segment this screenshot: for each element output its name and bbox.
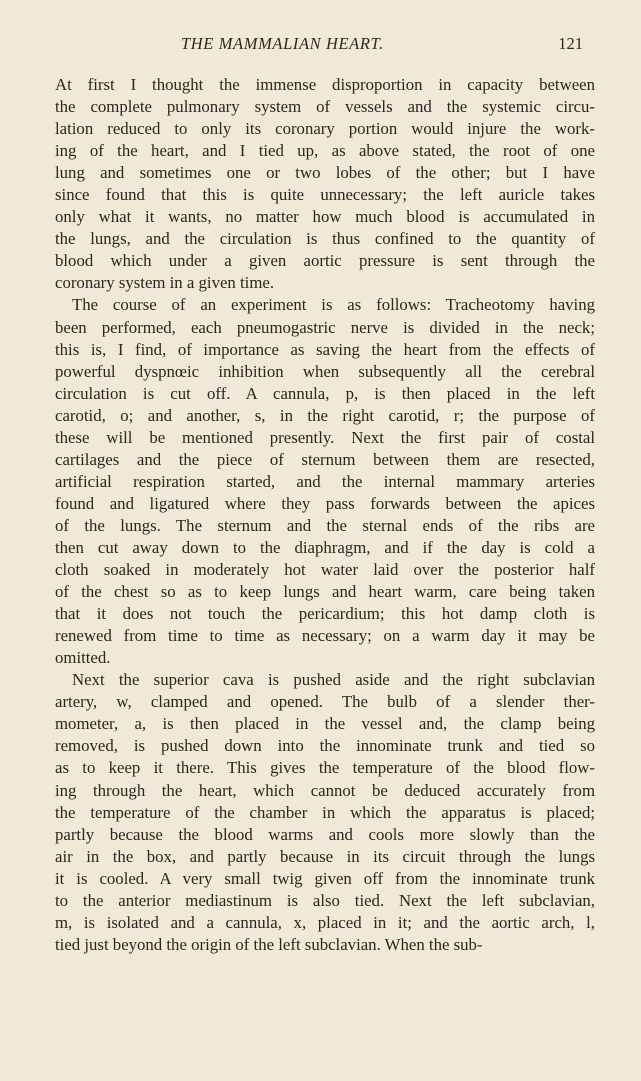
text-line: these will be mentioned presently. Next the first pair of costal [55, 427, 595, 447]
paragraph [55, 669, 595, 956]
text-line: then cut away down to the diaphragm, and if the day is cold a [55, 537, 595, 557]
text-line: the lungs, and the circulation is thus confined to the quantity of [55, 229, 595, 249]
text-line: At first I thought the immense disproportion in capacity between [55, 75, 595, 94]
text-line: as to keep it there. This gives the temperature of the blood flow- [55, 758, 595, 778]
text-line: ing through the heart, which cannot be deduced accurately from [55, 780, 595, 800]
text-line: partly because the blood warms and cools more slowly than the [55, 824, 595, 844]
text-line: carotid, o; and another, s, in the right carotid, r; the purpose of [55, 405, 595, 425]
text-line: cartilages and the piece of sternum between them are resected, [55, 449, 595, 469]
text-line: air in the box, and partly because in its circuit through the lungs [55, 846, 595, 866]
text-line: it is cooled. A very small twig given off from the innominate trunk [55, 868, 595, 888]
page-number: 121 [558, 34, 583, 53]
text-line: ing of the heart, and I tied up, as above stated, the root of one [55, 141, 595, 161]
text-line: coronary system in a given time. [55, 273, 275, 293]
text-line: lung and sometimes one or two lobes of the other; but I have [55, 163, 595, 183]
text-line: powerful dyspnœic inhibition when subsequently all the cerebral [55, 361, 595, 381]
paragraph [55, 74, 595, 294]
text-line: that it does not touch the pericardium; this hot damp cloth is [55, 604, 595, 624]
text-line: lation reduced to only its coronary portion would injure the work- [55, 119, 595, 139]
text-line: cloth soaked in moderately hot water laid over the posterior half [55, 560, 595, 580]
running-title: THE MAMMALIAN HEART. [181, 34, 384, 53]
text-line: the temperature of the chamber in which the apparatus is placed; [55, 802, 595, 822]
text-line: only what it wants, no matter how much blood is accumulated in [55, 207, 595, 227]
text-line: this is, I find, of importance as saving the heart from the effects of [55, 339, 595, 359]
text-line: tied just beyond the origin of the left subclavian. When the sub- [55, 934, 483, 954]
text-line: found and ligatured where they pass forwards between the apices [55, 493, 595, 513]
body-text [55, 74, 595, 956]
text-line: of the chest so as to keep lungs and heart warm, care being taken [55, 582, 595, 602]
text-line: circulation is cut off. A cannula, p, is then placed in the left [55, 383, 595, 403]
text-line: removed, is pushed down into the innominate trunk and tied so [55, 736, 595, 756]
text-line: been performed, each pneumogastric nerve is divided in the neck; [55, 317, 595, 337]
text-line: omitted. [55, 648, 111, 668]
paragraph [55, 294, 595, 669]
text-line: m, is isolated and a cannula, x, placed in it; and the aortic arch, l, [55, 912, 595, 932]
text-line: Next the superior cava is pushed aside and the right subclavian [72, 670, 595, 690]
text-line: to the anterior mediastinum is also tied. Next the left subclavian, [55, 890, 595, 910]
text-line: the complete pulmonary system of vessels and the systemic circu- [55, 97, 595, 117]
text-line: renewed from time to time as necessary; on a warm day it may be [55, 626, 595, 646]
text-line: since found that this is quite unnecessary; the left auricle takes [55, 185, 595, 205]
text-line: artificial respiration started, and the internal mammary arteries [55, 471, 595, 491]
text-line: of the lungs. The sternum and the sternal ends of the ribs are [55, 515, 595, 535]
text-line: blood which under a given aortic pressure is sent through the [55, 251, 595, 271]
text-line: The course of an experiment is as follows: Tracheotomy having [72, 295, 595, 315]
text-line: mometer, a, is then placed in the vessel and, the clamp being [55, 714, 595, 734]
text-line: artery, w, clamped and opened. The bulb of a slender ther- [55, 692, 595, 712]
page-header [0, 34, 641, 58]
